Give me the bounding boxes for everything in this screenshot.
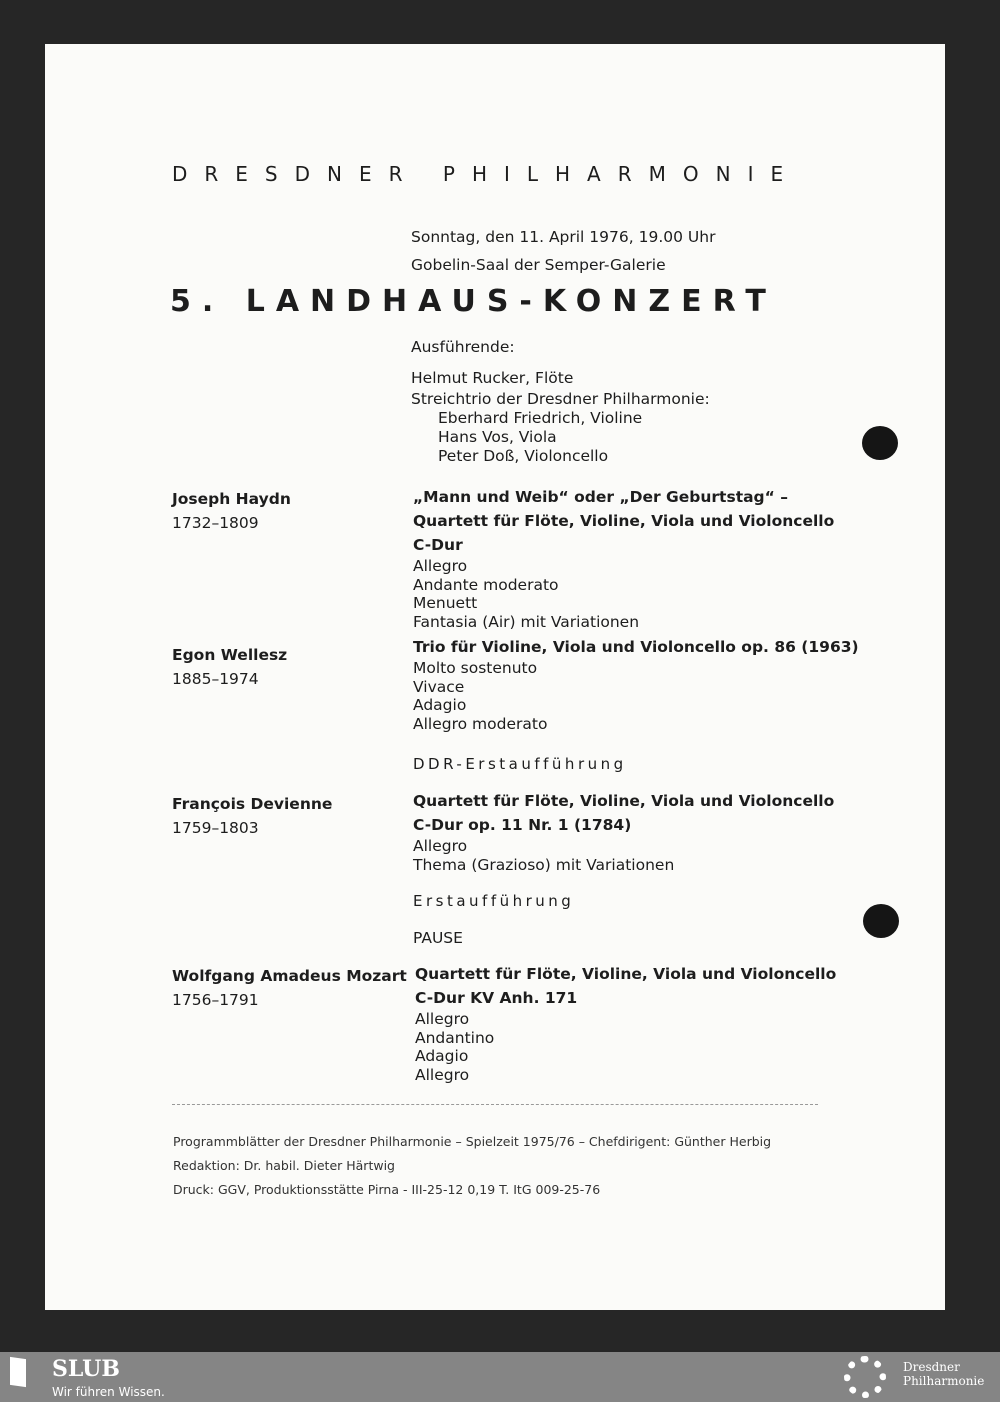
work-title: Quartett für Flöte, Violine, Viola und Violoncello (413, 792, 835, 810)
movement: Allegro (413, 557, 468, 575)
member: Hans Vos, Viola (438, 428, 557, 446)
movement: Allegro (415, 1010, 470, 1028)
movement: Fantasia (Air) mit Variationen (413, 612, 640, 631)
concert-title: 5. LANDHAUS-KONZERT (170, 284, 777, 319)
work-title: „Mann und Weib“ oder „Der Geburtstag“ – (413, 488, 788, 506)
date-venue (411, 223, 715, 279)
composer-dates: 1732–1809 (172, 514, 259, 532)
work-key: C-Dur (413, 536, 463, 554)
premiere-note: DDR-Erstaufführung (413, 755, 627, 773)
work-title: C-Dur op. 11 Nr. 1 (1784) (413, 816, 632, 834)
movement: Menuett (413, 594, 478, 612)
movement: Allegro (415, 1065, 470, 1084)
composer (172, 792, 332, 840)
composer (172, 487, 291, 535)
composer (172, 964, 407, 1012)
work-title: C-Dur KV Anh. 171 (415, 989, 578, 1007)
movement: Allegro moderato (413, 714, 548, 733)
concert-venue: Gobelin-Saal der Semper-Galerie (411, 256, 666, 274)
movement: Allegro (413, 837, 468, 855)
composer (172, 643, 287, 691)
composer-name: Egon Wellesz (172, 646, 288, 664)
performers (411, 338, 710, 466)
movement: Thema (Grazioso) mit Variationen (413, 855, 675, 874)
movement: Andante moderato (413, 575, 559, 594)
composer-dates: 1885–1974 (172, 670, 259, 688)
divider (172, 1104, 818, 1105)
premiere-note: Erstaufführung (413, 892, 575, 910)
movement: Vivace (413, 677, 465, 696)
work (415, 962, 836, 1084)
movement: Adagio (413, 696, 467, 714)
footer-line: Programmblätter der Dresdner Philharmonie – Spielzeit 1975/76 – Chefdirigent: Günther Herbig (173, 1134, 772, 1149)
composer-name: François Devienne (172, 795, 333, 813)
concert-date: Sonntag, den 11. April 1976, 19.00 Uhr (411, 228, 716, 246)
work (413, 485, 834, 631)
performers-label: Ausführende: (411, 338, 515, 356)
pause-label: PAUSE (413, 929, 463, 947)
soloist: Helmut Rucker, Flöte (411, 369, 574, 387)
punch-hole (862, 426, 898, 460)
work-title: Quartett für Flöte, Violine, Viola und Violoncello (415, 965, 837, 983)
philharmonie-logo-text[interactable]: Dresdner Philharmonie (903, 1360, 985, 1388)
composer-name: Wolfgang Amadeus Mozart (172, 967, 407, 985)
movement: Adagio (415, 1047, 469, 1065)
work (413, 789, 834, 874)
slub-logo[interactable]: SLUB (52, 1356, 120, 1382)
philharmonie-logo-icon (844, 1356, 886, 1398)
footer (173, 1130, 771, 1202)
slub-slogan: Wir führen Wissen. (52, 1385, 165, 1399)
footer-line: Redaktion: Dr. habil. Dieter Härtwig (173, 1158, 395, 1173)
orchestra-header: DRESDNER PHILHARMONIE (172, 162, 801, 186)
slub-book-icon (10, 1357, 26, 1387)
composer-dates: 1756–1791 (172, 991, 259, 1009)
footer-line: Druck: GGV, Produktionsstätte Pirna - III-25-12 0,19 T. ItG 009-25-76 (173, 1182, 601, 1197)
member: Eberhard Friedrich, Violine (438, 409, 643, 427)
movement: Molto sostenuto (413, 659, 538, 677)
viewer-bottom-bar (0, 1352, 1000, 1402)
work (413, 635, 859, 733)
work-title: Quartett für Flöte, Violine, Viola und Violoncello (413, 512, 835, 530)
composer-name: Joseph Haydn (172, 490, 291, 508)
punch-hole (863, 904, 899, 938)
ensemble: Streichtrio der Dresdner Philharmonie: (411, 390, 710, 408)
movement: Andantino (415, 1028, 495, 1047)
work-title: Trio für Violine, Viola und Violoncello op. 86 (1963) (413, 638, 859, 656)
member: Peter Doß, Violoncello (438, 447, 609, 465)
composer-dates: 1759–1803 (172, 819, 259, 837)
